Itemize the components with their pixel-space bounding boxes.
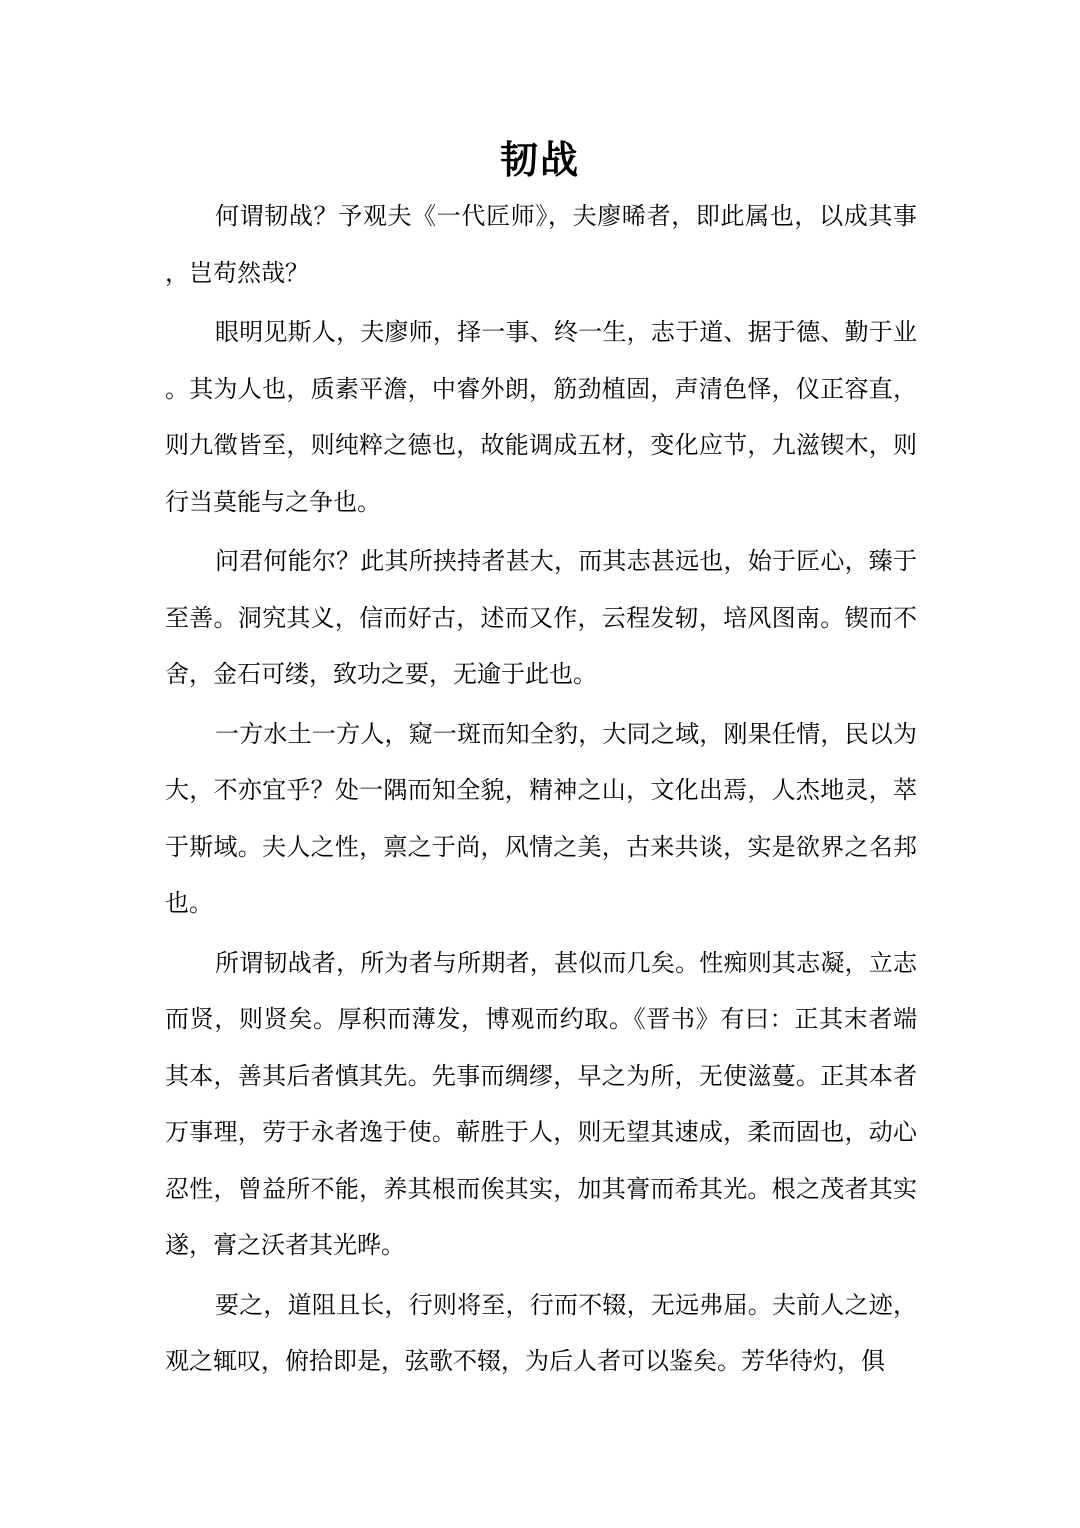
paragraph-5: 所谓韧战者，所为者与所期者，甚似而几矣。性痴则其志凝，立志而贤，则贤矣。厚积而薄发，博观而约取。《晋书》有曰：正其末者端其本，善其后者慎其先。先事而绸缪，早之为所，无使滋蔓。正其本者万事理，劳于永者逸于使。蕲胜于人，则无望其速成，柔而固也，动心忍性，曾益所不能，养其根而俟其实，加其膏而希其光。根之茂者其实遂，膏之沃者其光晔。	[165, 948, 917, 1259]
paragraph-4: 一方水土一方人，窥一斑而知全豹，大同之域，刚果任情，民以为大，不亦宜乎？处一隅而知全貌，精神之山，文化出焉，人杰地灵，萃于斯域。夫人之性，禀之于尚，风情之美，古来共谈，实是欲界之名邦也。	[165, 719, 917, 917]
paragraph-1: 何谓韧战？予观夫《一代匠师》，夫廖晞者，即此属也，以成其事，岂苟然哉？	[165, 202, 917, 287]
paragraph-3: 问君何能尔？此其所挟持者甚大，而其志甚远也，始于匠心，臻于至善。洞究其义，信而好古，述而又作，云程发轫，培风图南。锲而不舍，金石可缕，致功之要，无逾于此也。	[165, 547, 917, 688]
document-title: 韧战	[499, 137, 580, 182]
paragraph-6: 要之，道阻且长，行则将至，行而不辍，无远弗届。夫前人之迹，观之辄叹，俯拾即是，弦歌不辍，为后人者可以鉴矣。芳华待灼，俱	[165, 1290, 917, 1375]
document-body	[165, 188, 917, 1408]
paragraph-2: 眼明见斯人，夫廖师，择一事、终一生，志于道、据于德、勤于业。其为人也，质素平澹，中睿外朗，筋劲植固，声清色怿，仪正容直，则九徵皆至，则纯粹之德也，故能调成五材，变化应节，九滋锲木，则行当莫能与之争也。	[165, 318, 917, 516]
